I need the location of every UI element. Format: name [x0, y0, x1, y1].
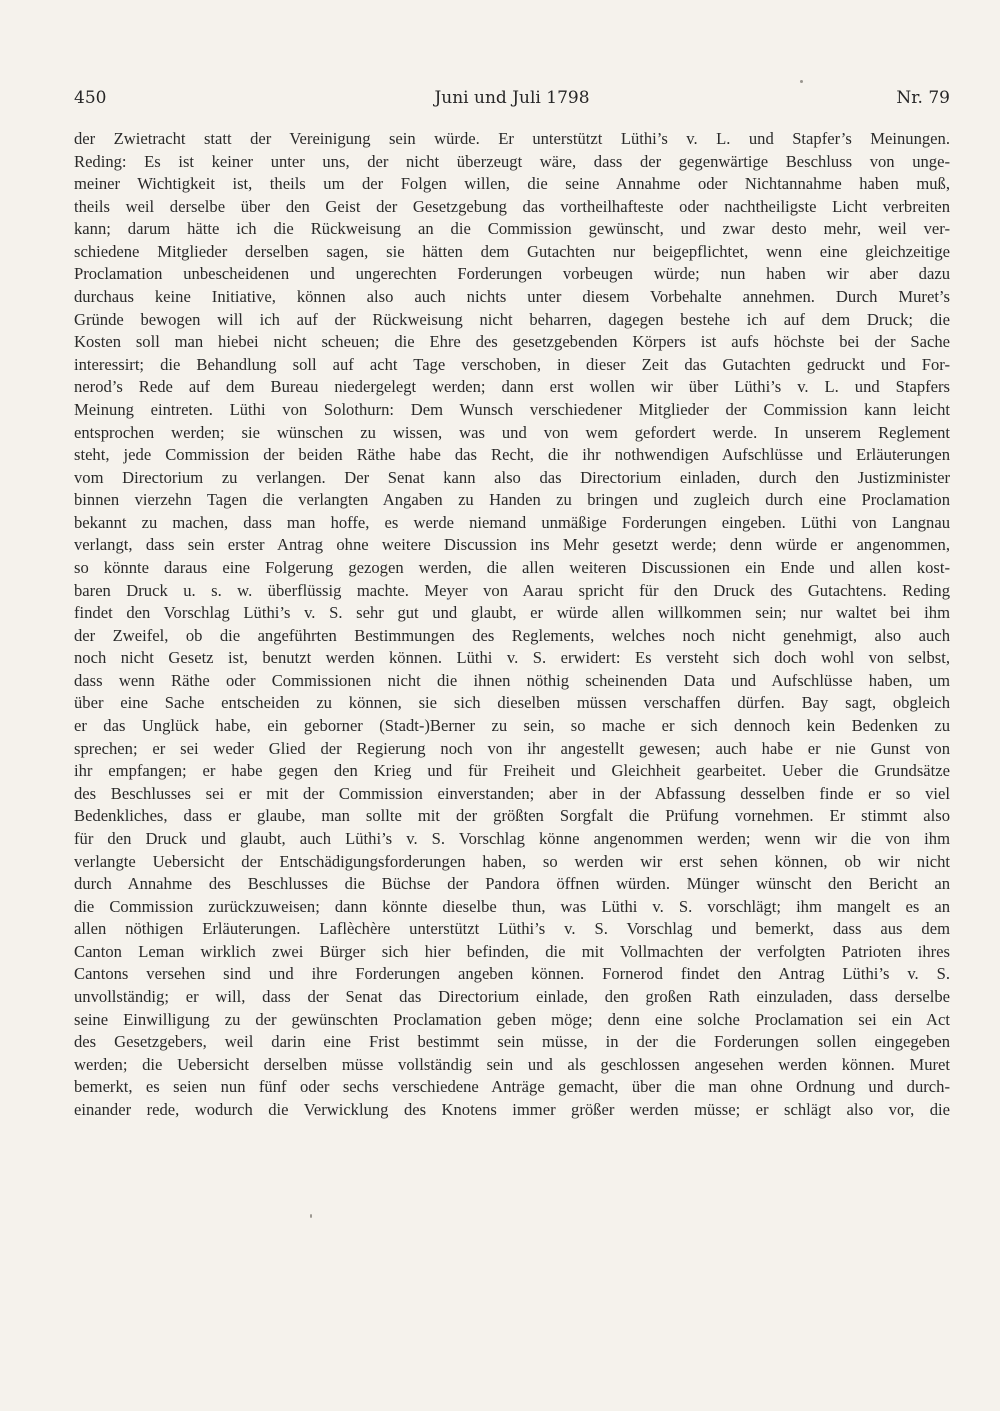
text-line: entsprochen werden; sie wünschen zu wissen, was und von wem gefordert werde. In unserem Reglement — [74, 422, 950, 442]
text-line: nerod’s Rede auf dem Bureau niedergelegt werden; dann erst wollen wir über Lüthi’s v. L. und Stapfers — [74, 377, 950, 397]
text-line: baren Druck u. s. w. überflüssig machte. Meyer von Aarau spricht für den Druck des Gutachtens. Reding — [74, 580, 950, 600]
text-line: binnen vierzehn Tagen die verlangten Angaben zu Handen zu bringen und zugleich durch eine Proclamation — [74, 490, 950, 510]
running-head — [74, 88, 950, 114]
text-line: schiedene Mitglieder derselben sagen, sie hätten dem Gutachten nur beigepflichtet, wenn eine gleichzeitige — [74, 241, 950, 261]
issue-number: Nr. 79 — [896, 88, 950, 108]
paper-speck — [800, 80, 803, 83]
text-line: Proclamation unbescheidenen und ungerechten Forderungen vorbeugen würde; nun haben wir aber dazu — [74, 264, 950, 284]
text-line: werden; die Uebersicht derselben müsse vollständig sein und als geschlossen angesehen werden können. Muret — [74, 1054, 950, 1074]
text-line: findet den Vorschlag Lüthi’s v. S. sehr gut und glaubt, er würde allen willkommen sein; nur waltet bei ihm — [74, 603, 950, 623]
text-line: durchaus keine Initiative, können also auch nichts unter diesem Vorbehalte annehmen. Durch Muret’s — [74, 287, 950, 307]
text-line: der Zwietracht statt der Vereinigung sein würde. Er unterstützt Lüthi’s v. L. und Stapfer’s Meinungen. — [74, 129, 950, 148]
text-line: allen nöthigen Erläuterungen. Laflèchère unterstützt Lüthi’s v. S. Vorschlag und bemerkt, dass aus dem — [74, 919, 950, 939]
text-line: theils weil derselbe über den Geist der Gesetzgebung das vortheilhafteste oder nachtheiligste Licht verbreiten — [74, 196, 950, 216]
text-line: Reding: Es ist keiner unter uns, der nicht überzeugt wäre, dass der gegenwärtige Beschluss von unge- — [74, 151, 950, 171]
text-line: bemerkt, es seien nun fünf oder sechs verschiedene Anträge gemacht, über die man ohne Ordnung und durch- — [74, 1077, 950, 1097]
body-text — [74, 128, 950, 1121]
text-line: für den Druck und glaubt, auch Lüthi’s v. S. Vorschlag könne angenommen werden; wenn wir die von ihm — [74, 828, 950, 848]
text-line: des Beschlusses sei er mit der Commission einverstanden; aber in der Abfassung desselben finde er so viel — [74, 783, 950, 803]
text-line: kann; darum hätte ich die Rückweisung an die Commission gewünscht, und zwar desto mehr, weil ver- — [74, 219, 950, 239]
text-line: des Gesetzgebers, weil darin eine Frist bestimmt sein müsse, in der die Forderungen sollen eingegeben — [74, 1032, 950, 1052]
text-line: seine Einwilligung zu der gewünschten Proclamation geben möge; denn eine solche Proclamation sei ein Act — [74, 1009, 950, 1029]
running-title: Juni und Juli 1798 — [434, 88, 590, 108]
text-line: ihr empfangen; er habe gegen den Krieg und für Freiheit und Gleichheit gearbeitet. Ueber die Grundsätze — [74, 761, 950, 781]
text-line: interessirt; die Behandlung soll auf acht Tage verschoben, in dieser Zeit das Gutachten gedruckt und For- — [74, 354, 950, 374]
text-line: verlangte Uebersicht der Entschädigungsforderungen haben, so werden wir erst sehen können, ob wir nicht — [74, 851, 950, 871]
paper-speck — [310, 1214, 312, 1218]
text-line: vom Directorium zu verlangen. Der Senat kann also das Directorium einladen, durch den Justizminister — [74, 467, 950, 487]
text-line: über eine Sache entscheiden zu können, sie sich dieselben müssen verschaffen dürfen. Bay sagt, obgleich — [74, 693, 950, 713]
text-line: Cantons versehen sind und ihre Forderungen angeben können. Fornerod findet den Antrag Lüthi’s v. S. — [74, 964, 950, 984]
text-line: Meinung eintreten. Lüthi von Solothurn: Dem Wunsch verschiedener Mitglieder der Commission kann leicht — [74, 399, 950, 419]
text-line: unvollständig; er will, dass der Senat das Directorium einlade, den großen Rath einzuladen, dass derselbe — [74, 986, 950, 1006]
text-line: einander rede, wodurch die Verwicklung des Knotens immer größer werden müsse; er schlägt also vor, die — [74, 1099, 950, 1119]
page-number: 450 — [74, 88, 107, 108]
text-line: er das Unglück habe, ein geborner (Stadt-)Berner zu sein, so mache er sich dennoch kein Bedenken zu — [74, 716, 950, 736]
text-line: bekannt zu machen, dass man hoffe, es werde niemand unmäßige Forderungen eingeben. Lüthi von Langnau — [74, 512, 950, 532]
text-line: Bedenkliches, dass er glaube, man sollte mit der größten Sorgfalt die Prüfung vornehmen. Er stimmt also — [74, 806, 950, 826]
text-line: dass wenn Räthe oder Commissionen nicht die ihnen nöthig scheinenden Data und Aufschlüsse haben, um — [74, 670, 950, 690]
text-line: so könnte daraus eine Folgerung gezogen werden, die allen weiteren Discussionen ein Ende und allen kost- — [74, 557, 950, 577]
text-line: verlangt, dass sein erster Antrag ohne weitere Discussion ins Mehr gesetzt werde; denn würde er angenommen, — [74, 535, 950, 555]
text-line: meiner Wichtigkeit ist, theils um der Folgen willen, die seine Annahme oder Nichtannahme haben muß, — [74, 174, 950, 194]
text-line: durch Annahme des Beschlusses die Büchse der Pandora öffnen würden. Münger wünscht den Bericht an — [74, 874, 950, 894]
text-line: Canton Leman wirklich zwei Bürger sich hier befinden, die mit Vollmachten der verfolgten Patrioten ihres — [74, 941, 950, 961]
text-line: Gründe bewogen will ich auf der Rückweisung nicht beharren, dagegen bestehe ich auf dem Druck; die — [74, 309, 950, 329]
text-line: steht, jede Commission der beiden Räthe habe das Recht, die ihr nothwendigen Aufschlüsse und Erläuterungen — [74, 445, 950, 465]
text-line: Kosten soll man hiebei nicht scheuen; die Ehre des gesetzgebenden Körpers ist aufs höchste bei der Sache — [74, 332, 950, 352]
text-line: die Commission zurückzuweisen; dann könnte dieselbe thun, was Lüthi v. S. vorschlägt; ihm mangelt es an — [74, 896, 950, 916]
text-line: noch nicht Gesetz ist, benutzt werden können. Lüthi v. S. erwidert: Es versteht sich doch wohl von selbst, — [74, 648, 950, 668]
text-line: sprechen; er sei weder Glied der Regierung noch von ihr angestellt gewesen; auch habe er nie Gunst von — [74, 738, 950, 758]
text-line: der Zweifel, ob die angeführten Bestimmungen des Reglements, welches noch nicht genehmigt, also auch — [74, 625, 950, 645]
